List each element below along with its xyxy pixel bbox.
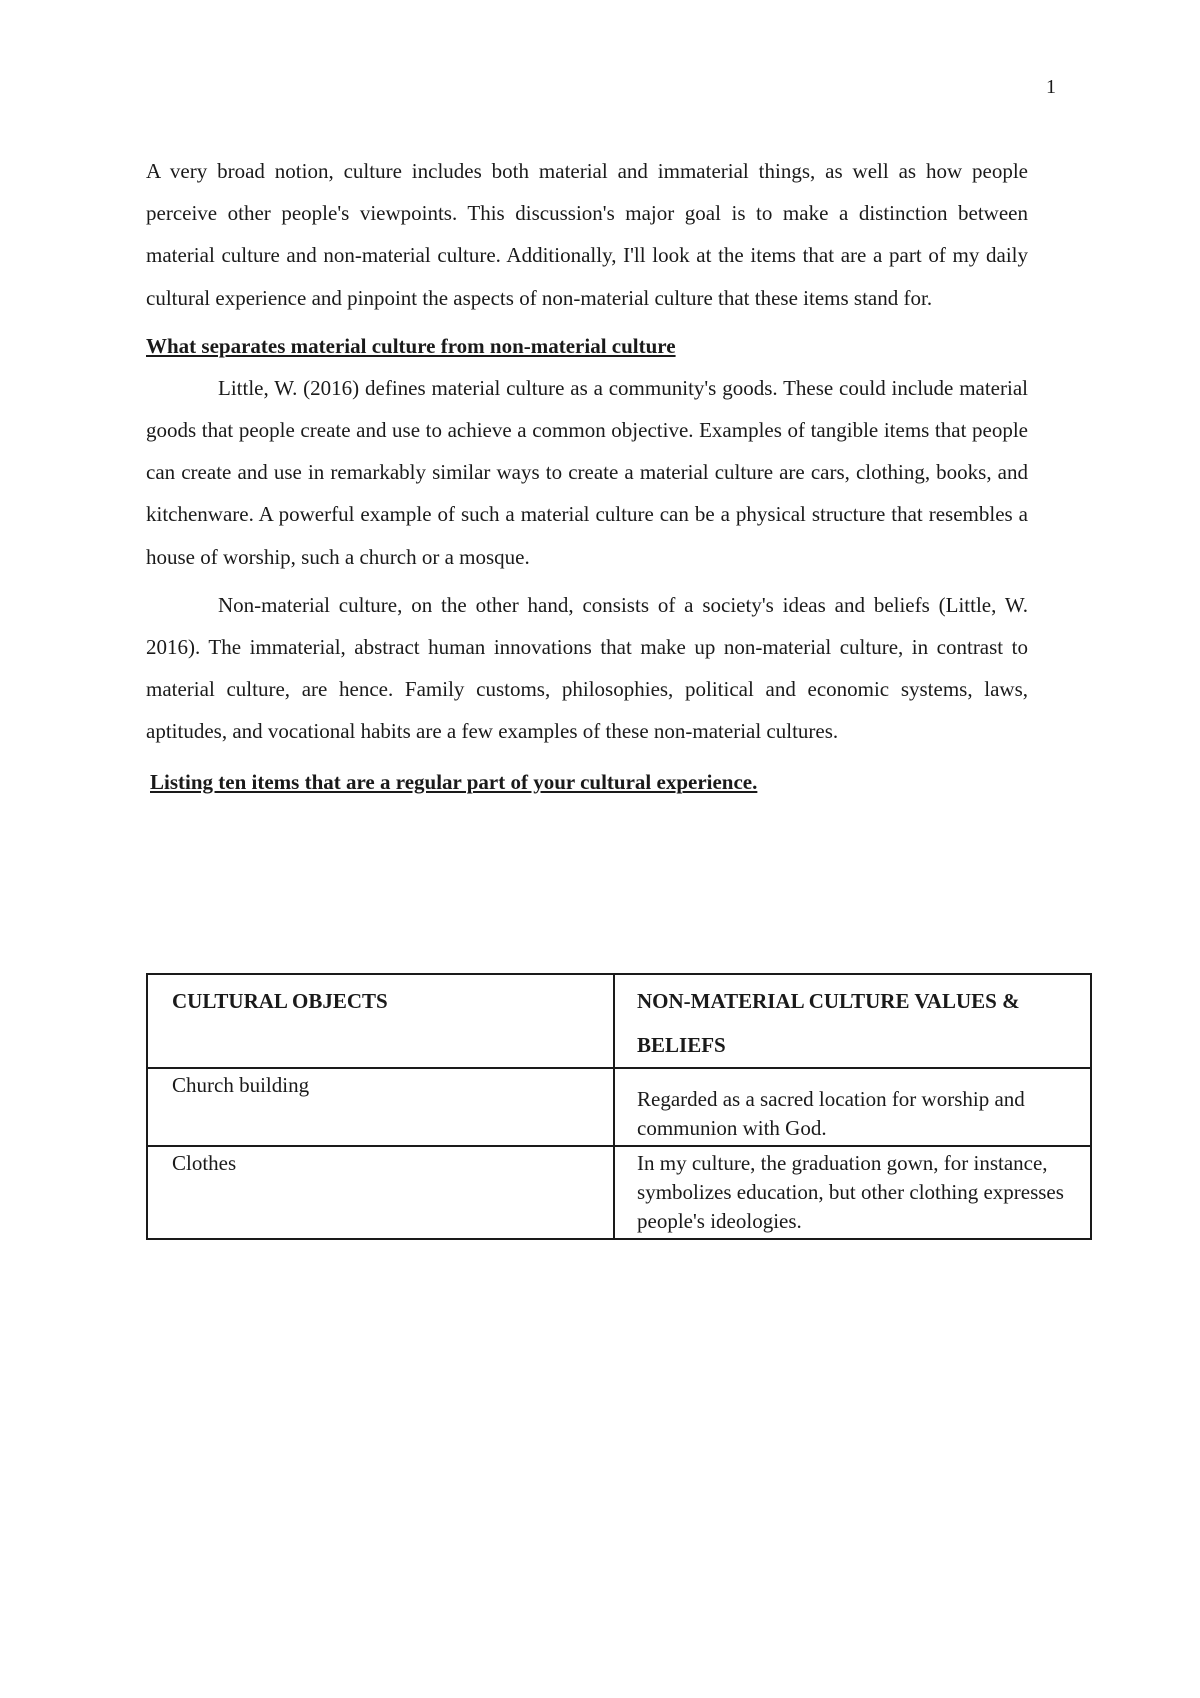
document-body [146, 150, 1028, 803]
table-cell-belief [614, 1146, 1091, 1239]
table-header-cultural-objects [147, 974, 614, 1068]
cell-text: Church building [172, 1073, 310, 1097]
table-cell-object [147, 1068, 614, 1146]
table-cell-object [147, 1146, 614, 1239]
section-heading-material-vs-nonmaterial: What separates material culture from non-material culture [146, 333, 676, 358]
table-cell-belief [614, 1068, 1091, 1146]
table-header-values-beliefs [614, 974, 1091, 1068]
cell-text: Regarded as a sacred location for worship and communion with God. [637, 1087, 1025, 1140]
header-label: CULTURAL OBJECTS [172, 989, 388, 1013]
section-heading-ten-items: Listing ten items that are a regular part of your cultural experience. [150, 769, 758, 794]
header-label: NON-MATERIAL CULTURE VALUES & BELIEFS [637, 989, 1020, 1057]
page-number: 1 [1046, 76, 1056, 98]
cell-text: In my culture, the graduation gown, for instance, symbolizes education, but other clothing expresses people's ideologies. [637, 1151, 1064, 1233]
cell-text: Clothes [172, 1151, 237, 1175]
table-row [147, 1146, 1091, 1239]
cultural-objects-table [146, 973, 1092, 1240]
non-material-culture-paragraph: Non-material culture, on the other hand, consists of a society's ideas and beliefs (Little, W. 2016). The immaterial, abstract human innovations that make up non-material culture, in contrast to material culture, are hence. Family customs, philosophies, political and economic systems, laws, aptitudes, and vocational habits are a few examples of these non-material cultures. [146, 592, 1028, 744]
intro-paragraph: A very broad notion, culture includes both material and immaterial things, as well as how people perceive other people's viewpoints. This discussion's major goal is to make a distinction between material culture and non-material culture. Additionally, I'll look at the items that are a part of my daily cultural experience and pinpoint the aspects of non-material culture that these items stand for. [146, 159, 1028, 310]
table-row [147, 1068, 1091, 1146]
table-header-row [147, 974, 1091, 1068]
material-culture-paragraph: Little, W. (2016) defines material culture as a community's goods. These could include material goods that people create and use to achieve a common objective. Examples of tangible items that people can create and use in remarkably similar ways to create a material culture are cars, clothing, books, and kitchenware. A powerful example of such a material culture can be a physical structure that resembles a house of worship, such a church or a mosque. [146, 375, 1028, 569]
